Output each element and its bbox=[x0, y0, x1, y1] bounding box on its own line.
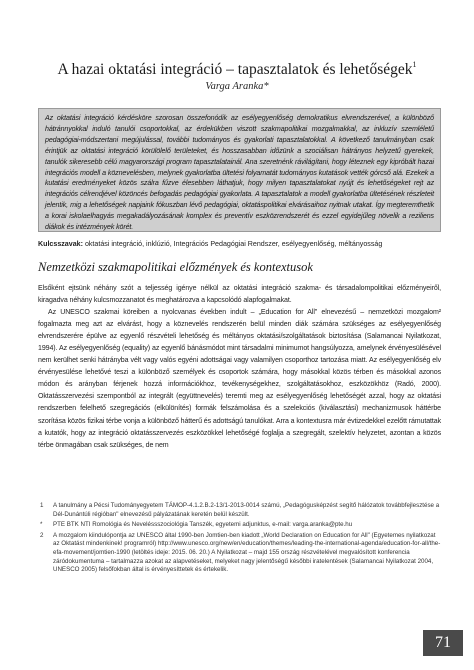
keywords-line bbox=[38, 240, 458, 248]
abstract-text: Az oktatási integráció kérdésköre szorosan összefonódik az esélyegyenlőség demokratikus elvrendszerével, a különböző hátránnyokkal induló tanulói csoportokkal, az érdekükben viszott szakmapolitikai mozgalmakkal, az inkluzív szemléletű pedagógiai-módszertani megújulással, további tudományos és gyakorlati tapasztalatokkal. A következő tanulmányban csak érintjük az oktatási integráció körülölelő területeket, és hosszasabban időzünk a szociálisan hátrányos helyzetű gyerekek, tanulók sikeresebb célú magyarországi program tapasztalatainál. Ana szeretnénk rávilágítani, hogy léteznek egy kipróbált hazai integrációs modell a köznevelésben, melynek gyakorlatba ültetési folyamatát tudományos kutatások vették górcső alá. Ezekek a kutatási eredményeket közös szálra fűzve élesebben láthatjuk, hogy milyen tapasztalatokat nyújt és lehetőségeket rejt az integrációs célrendjével közöncés befogadás pedagógiai gyakorlata. A tapasztalatok a modell gyakorlatba ültetésének részleteit jelentik, mig a lehetőségek napjaink fókuszban lévő pedagógiai, oktatáspolitikai elvárásaihoz nyitnak utakat. Így megteremthetik a korai iskolaelhagyás megakadályozásának komplex és preventív eszközrendszerét és ezzel egyidejűleg növelik a reziliens diákok és intézmények körét. bbox=[45, 114, 434, 232]
footnote-number: 1 bbox=[40, 502, 44, 509]
footnote bbox=[38, 532, 441, 575]
footnote bbox=[38, 502, 441, 519]
article-title bbox=[0, 61, 474, 79]
footnote bbox=[38, 521, 441, 530]
page-number: 71 bbox=[423, 630, 463, 656]
footnote-text: A tanulmány a Pécsi Tudományegyetem TÁMOP-4.1.2.B.2-13/1-2013-0014 számú, „Pedagógusképzést segítő hálózatok továbbfejlesztése a Dél-Dunántúli régióban" elnevezésű pályázatának keretén belül készült. bbox=[53, 502, 440, 518]
footnote-text: PTE BTK NTI Romológia és Neveléssszociológia Tanszék, egyetemi adjunktus, e-mail: varga.aranka@pte.hu bbox=[53, 521, 353, 529]
footnote-number: * bbox=[40, 521, 43, 529]
title-text: A hazai oktatási integráció – tapasztalatok és lehetőségek bbox=[57, 61, 413, 78]
footnote-text: A mozgalom kiindulópontja az UNESCO által 1990-ben Jomtien-ben kiadott „World Declaration on Education for All" (Egyetemes nyilatkozat az Oktatást mindenkinek! programról) http://www.unesco.org/new/en/education/themes/leading-the-international-agenda/education-for-all/the-efa-movement/jomtien-1990 (letöltés ideje: 2015. 06. 20.) A Nyilatkozat – majd 155 ország részvételével megvalósított konferencia záródokumentuma – tartalmazza azokat az alapvetéseket, melyeket nagy jelentőségű későbbi iratelentések (Salamancai Nyilatkozat 2004, UNESCO 2005) felsőfokban által is érvényesíttetek és értekelik. bbox=[53, 531, 441, 574]
footnotes bbox=[38, 502, 441, 577]
abstract-box bbox=[38, 108, 441, 232]
keywords-label: Kulcsszavak: bbox=[38, 240, 83, 248]
paragraph: Elsőként ejtsünk néhány szót a teljesség igénye nélkül az oktatási integráció szakma- és társadalompolitikai előzményeiről, kiragadva néhány kulcsmozzanatot és meghatározva a kapcsolódó alapfogalmakat. bbox=[38, 285, 441, 305]
body-text bbox=[38, 283, 441, 452]
footnote-number: 2 bbox=[40, 531, 44, 539]
paragraph: Az UNESCO szakmai köreiben a nyolcvanas években indult – „Education for All" elnevezésű – nemzetközi mozgalom² fogalmazta meg azt az elvárást, hogy a köznevelés rendszerén belül minden diák számára szükséges az esélyegyenlőség elvrendszerére épülve az egyenlő részvételi lehetőség és méltányos oktatási/szolgáltatások biztosítása (Salamancai Nyilatkozat, 1994). Az esélyegyenlőség (equality) az egyenlő bánásmódot mint társadalmi minimumot hangsúlyozza, amelynek érvényesülésével nem kerülhet senki hátrányba vélt vagy valós egyéni adottságai vagy valamilyen csoporthoz tartozása miatt. Az esélyegyenlőség elv érvényesülése lehetővé teszi a különböző személyek és csoportok számára, hogy másokkal közös térben és másokkal azonos módon és arányban férjenek hozzá információkhoz, tevékenységekhez, szolgáltatásokhoz, eszközökhöz (Radó, 2000). Oktatásszervezési szempontból az integrált (együttnevelés) teremti meg az esélyegyenlőség lehetőségét azzal, hogy az oktatási rendszerben felelhető szegregációs (elkülönítés) formák felszámolása és a szelekciós (kiválasztási) mechanizmusok háttérbe szorítása közös fizikai térbe vonja a különböző hátterű és adottságú tanulókat. Arra a kontextusra már évtizedekkel ezelőtt rámutattak a kutatók, hogy az integráció oktatásszervezés eszközökkel lehetőségé foglalja a szegregált, szelektív helyzetet, azontan a közös térbe önmagában csak szükséges, de nem bbox=[38, 309, 441, 449]
title-footnote-marker: 1 bbox=[412, 60, 417, 69]
author: Varga Aranka* bbox=[205, 81, 269, 92]
keywords-text: oktatási integráció, inklúzió, Integrációs Pedagógiai Rendszer, esélyegyenlőség, méltányosság bbox=[84, 240, 383, 248]
section-heading: Nemzetközi szakmapolitikai előzmények és kontextusok bbox=[38, 260, 313, 274]
